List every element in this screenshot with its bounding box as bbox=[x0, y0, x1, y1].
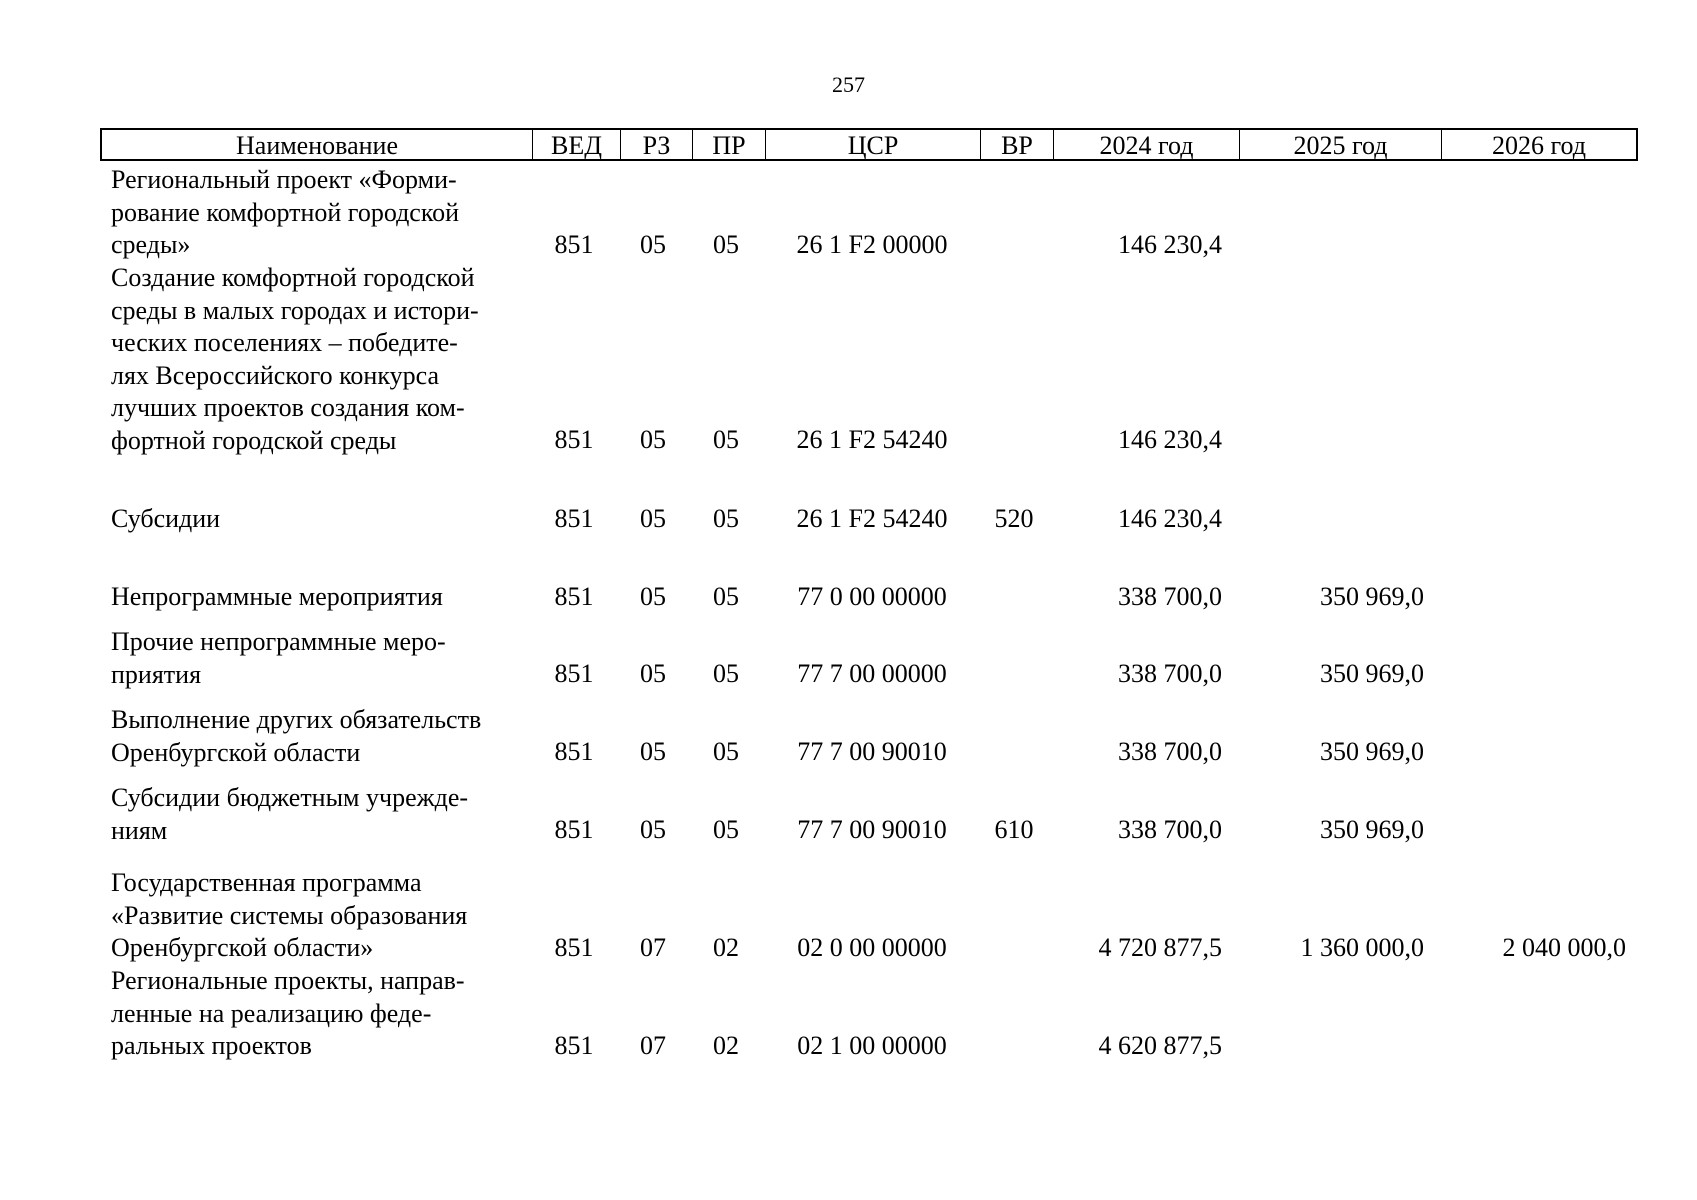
cell-pr: 05 bbox=[713, 582, 739, 611]
cell-2024: 338 700,0 bbox=[1118, 815, 1222, 844]
header-name: Наименование bbox=[102, 130, 533, 159]
page-number: 257 bbox=[832, 72, 865, 97]
name-line: Оренбургской области» bbox=[111, 933, 374, 962]
cell-pr: 05 bbox=[713, 815, 739, 844]
cell-rz: 05 bbox=[640, 815, 666, 844]
cell-csr: 77 7 00 90010 bbox=[797, 737, 947, 766]
table-header bbox=[100, 128, 1638, 161]
cell-rz: 07 bbox=[640, 933, 666, 962]
name-line: ральных проектов bbox=[111, 1031, 312, 1060]
cell-csr: 02 0 00 00000 bbox=[797, 933, 947, 962]
cell-csr: 77 7 00 00000 bbox=[797, 659, 947, 688]
name-line: Региональные проекты, направ- bbox=[111, 966, 465, 995]
cell-name bbox=[111, 626, 531, 691]
cell-ved: 851 bbox=[554, 659, 594, 688]
cell-rz: 05 bbox=[640, 737, 666, 766]
cell-2025: 1 360 000,0 bbox=[1300, 933, 1424, 962]
name-line: фортной городской среды bbox=[111, 425, 397, 455]
cell-2025: 350 969,0 bbox=[1320, 659, 1424, 688]
name-line: Прочие непрограммные меро- bbox=[111, 627, 446, 656]
cell-name bbox=[111, 965, 531, 1063]
cell-ved: 851 bbox=[554, 230, 594, 259]
cell-pr: 05 bbox=[713, 659, 739, 688]
cell-csr: 77 0 00 00000 bbox=[797, 582, 947, 611]
cell-ved: 851 bbox=[554, 425, 594, 454]
cell-vr: 520 bbox=[994, 504, 1034, 533]
cell-2025: 350 969,0 bbox=[1320, 737, 1424, 766]
header-csr: ЦСР bbox=[766, 130, 981, 159]
cell-rz: 05 bbox=[640, 230, 666, 259]
cell-csr: 02 1 00 00000 bbox=[797, 1031, 947, 1060]
cell-2024: 146 230,4 bbox=[1118, 230, 1222, 259]
name-line: лях Всероссийского конкурса bbox=[111, 360, 439, 390]
header-vr: ВР bbox=[981, 130, 1054, 159]
name-line: ческих поселениях – победите- bbox=[111, 328, 458, 357]
cell-pr: 02 bbox=[713, 933, 739, 962]
cell-rz: 05 bbox=[640, 659, 666, 688]
cell-2024: 146 230,4 bbox=[1118, 425, 1222, 454]
name-line: среды в малых городах и истори- bbox=[111, 295, 479, 325]
cell-csr: 26 1 F2 54240 bbox=[796, 425, 948, 454]
cell-2025: 350 969,0 bbox=[1320, 582, 1424, 611]
name-line: ниям bbox=[111, 815, 168, 845]
cell-2024: 338 700,0 bbox=[1118, 737, 1222, 766]
cell-pr: 05 bbox=[713, 425, 739, 454]
cell-pr: 05 bbox=[713, 230, 739, 259]
cell-2024: 4 620 877,5 bbox=[1098, 1031, 1222, 1060]
cell-pr: 05 bbox=[713, 737, 739, 766]
cell-rz: 05 bbox=[640, 582, 666, 611]
name-line: ленные на реализацию феде- bbox=[111, 998, 432, 1028]
cell-2024: 338 700,0 bbox=[1118, 582, 1222, 611]
name-line: Государственная программа bbox=[111, 868, 422, 897]
cell-name bbox=[111, 581, 531, 614]
header-2024: 2024 год bbox=[1054, 130, 1240, 159]
cell-2024: 4 720 877,5 bbox=[1098, 933, 1222, 962]
cell-rz: 07 bbox=[640, 1031, 666, 1060]
cell-name bbox=[111, 164, 531, 262]
cell-2024: 146 230,4 bbox=[1118, 504, 1222, 533]
cell-name bbox=[111, 704, 531, 769]
cell-2024: 338 700,0 bbox=[1118, 659, 1222, 688]
cell-vr: 610 bbox=[994, 815, 1034, 844]
cell-csr: 26 1 F2 54240 bbox=[796, 504, 948, 533]
cell-ved: 851 bbox=[554, 815, 594, 844]
cell-2026: 2 040 000,0 bbox=[1502, 933, 1626, 962]
name-line: среды» bbox=[111, 230, 191, 259]
cell-csr: 77 7 00 90010 bbox=[797, 815, 947, 844]
name-line: Создание комфортной городской bbox=[111, 263, 475, 292]
cell-2025: 350 969,0 bbox=[1320, 815, 1424, 844]
cell-name bbox=[111, 782, 531, 847]
cell-ved: 851 bbox=[554, 504, 594, 533]
cell-name bbox=[111, 867, 531, 965]
name-line: рование комфортной городской bbox=[111, 197, 460, 227]
cell-csr: 26 1 F2 00000 bbox=[796, 230, 948, 259]
cell-ved: 851 bbox=[554, 582, 594, 611]
header-2025: 2025 год bbox=[1240, 130, 1442, 159]
header-rz: РЗ bbox=[621, 130, 693, 159]
cell-pr: 05 bbox=[713, 504, 739, 533]
cell-rz: 05 bbox=[640, 504, 666, 533]
name-line: Субсидии bbox=[111, 504, 221, 533]
header-pr: ПР bbox=[693, 130, 766, 159]
cell-name bbox=[111, 503, 531, 536]
header-ved: ВЕД bbox=[533, 130, 621, 159]
name-line: Непрограммные мероприятия bbox=[111, 582, 443, 611]
name-line: лучших проектов создания ком- bbox=[111, 393, 465, 422]
cell-ved: 851 bbox=[554, 737, 594, 766]
name-line: Оренбургской области bbox=[111, 737, 361, 767]
name-line: Субсидии бюджетным учрежде- bbox=[111, 783, 469, 812]
cell-name bbox=[111, 262, 531, 457]
name-line: Выполнение других обязательств bbox=[111, 705, 482, 734]
cell-pr: 02 bbox=[713, 1031, 739, 1060]
cell-ved: 851 bbox=[554, 933, 594, 962]
name-line: «Развитие системы образования bbox=[111, 900, 468, 930]
name-line: приятия bbox=[111, 659, 202, 689]
cell-rz: 05 bbox=[640, 425, 666, 454]
cell-ved: 851 bbox=[554, 1031, 594, 1060]
header-2026: 2026 год bbox=[1492, 131, 1586, 160]
name-line: Региональный проект «Форми- bbox=[111, 165, 457, 194]
